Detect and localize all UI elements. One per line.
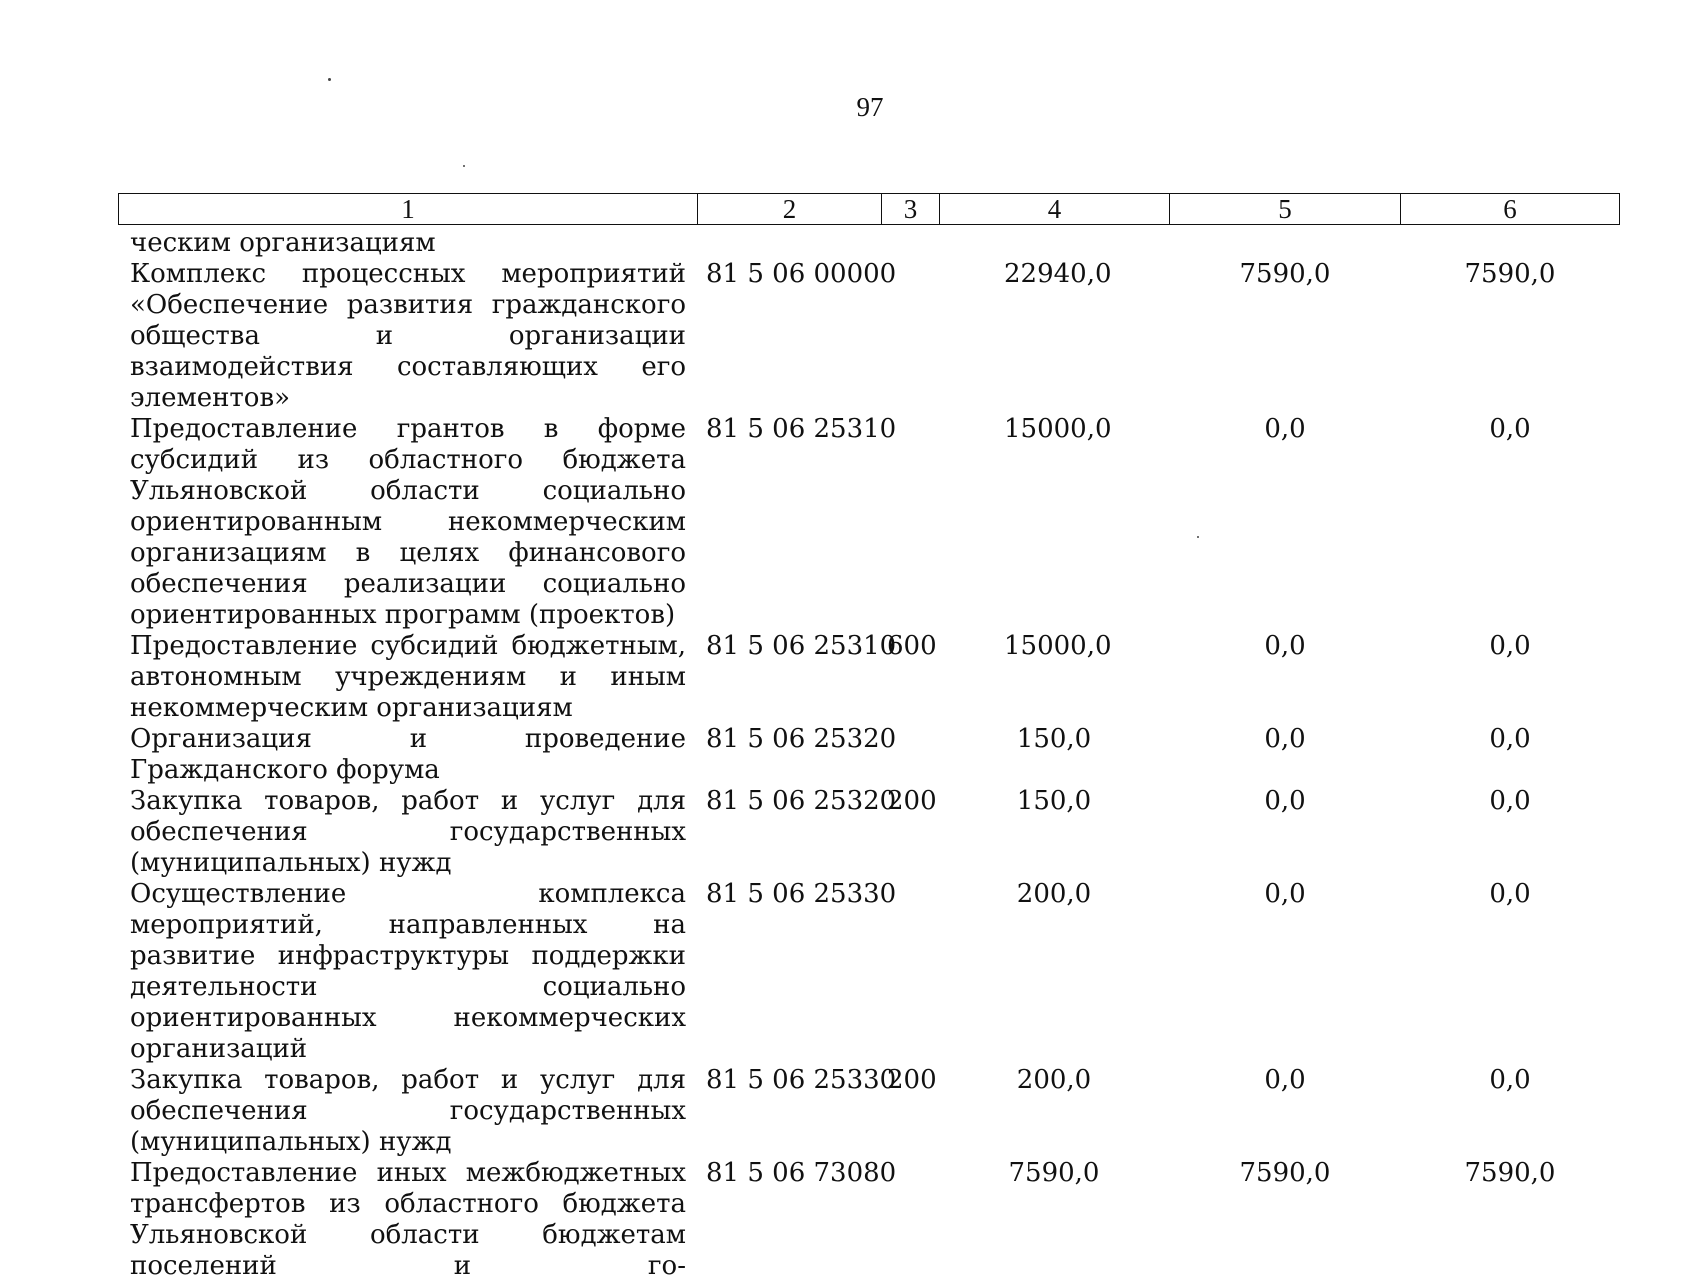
table-row bbox=[0, 1158, 1697, 1282]
row-value-col5: 7590,0 bbox=[1239, 1158, 1331, 1188]
row-value-col6: 0,0 bbox=[1489, 879, 1531, 909]
row-csr-code: 81 5 06 25330 bbox=[706, 879, 897, 909]
column-header-table bbox=[118, 193, 1620, 225]
header-col-1: 1 bbox=[119, 194, 698, 225]
header-col-6: 6 bbox=[1401, 194, 1620, 225]
row-name: Закупка товаров, работ и услуг для обеспечения государственных (муниципальных) нужд bbox=[130, 1065, 686, 1157]
row-value-col6: 0,0 bbox=[1489, 724, 1531, 754]
row-csr-code: 81 5 06 25310 bbox=[706, 631, 897, 661]
row-name: Осуществление комплекса мероприятий, направленных на развитие инфраструктуры поддержки деятельности социально ориентированных некоммерческих организаций bbox=[130, 879, 686, 1064]
table-row bbox=[0, 724, 1697, 786]
table-row bbox=[0, 414, 1697, 631]
row-value-col5: 0,0 bbox=[1264, 631, 1306, 661]
row-value-col5: 0,0 bbox=[1264, 1065, 1306, 1095]
row-value-col6: 7590,0 bbox=[1464, 259, 1556, 289]
row-value-col4: 200,0 bbox=[1016, 879, 1092, 909]
row-value-col4: 150,0 bbox=[1016, 786, 1092, 816]
row-csr-code: 81 5 06 25320 bbox=[706, 786, 897, 816]
row-value-col6: 0,0 bbox=[1489, 631, 1531, 661]
scan-speck bbox=[463, 165, 465, 167]
header-col-3: 3 bbox=[882, 194, 940, 225]
row-value-col6: 0,0 bbox=[1489, 1065, 1531, 1095]
row-name: Предоставление грантов в форме субсидий из областного бюджета Ульяновской области социально ориентированным некоммерческим организациям в целях финансового обеспечения реализации социально ориентированных программ (проектов) bbox=[130, 414, 686, 630]
row-csr-code: 81 5 06 73080 bbox=[706, 1158, 897, 1188]
row-value-col4: 15000,0 bbox=[1004, 414, 1112, 444]
row-vr-code: 200 bbox=[887, 1065, 937, 1095]
budget-table-body bbox=[0, 228, 1697, 1282]
row-name: Предоставление субсидий бюджетным, автономным учреждениям и иным некоммерческим организациям bbox=[130, 631, 686, 723]
row-value-col6: 0,0 bbox=[1489, 414, 1531, 444]
page-number: 97 bbox=[856, 92, 884, 122]
row-csr-code: 81 5 06 25330 bbox=[706, 1065, 897, 1095]
table-row bbox=[0, 259, 1697, 414]
row-name: Комплекс процессных мероприятий «Обеспечение развития гражданского общества и организации взаимодействия составляющих его элементов» bbox=[130, 259, 686, 413]
row-value-col4: 15000,0 bbox=[1004, 631, 1112, 661]
row-name: Предоставление иных межбюджетных трансфертов из областного бюджета Ульяновской области бюджетам поселений и го- bbox=[130, 1158, 686, 1281]
header-col-2: 2 bbox=[698, 194, 882, 225]
row-value-col5: 0,0 bbox=[1264, 414, 1306, 444]
row-value-col4: 150,0 bbox=[1016, 724, 1092, 754]
row-csr-code: 81 5 06 00000 bbox=[706, 259, 897, 289]
row-value-col4: 200,0 bbox=[1016, 1065, 1092, 1095]
row-name: Закупка товаров, работ и услуг для обеспечения государственных (муниципальных) нужд bbox=[130, 786, 686, 878]
row-csr-code: 81 5 06 25320 bbox=[706, 724, 897, 754]
header-col-5: 5 bbox=[1170, 194, 1401, 225]
header-col-4: 4 bbox=[940, 194, 1170, 225]
row-value-col5: 0,0 bbox=[1264, 724, 1306, 754]
row-name: ческим организациям bbox=[130, 228, 436, 258]
scan-speck bbox=[328, 78, 331, 81]
row-value-col5: 0,0 bbox=[1264, 786, 1306, 816]
row-value-col4: 22940,0 bbox=[1004, 259, 1112, 289]
header-row bbox=[119, 194, 1620, 225]
row-value-col5: 0,0 bbox=[1264, 879, 1306, 909]
row-csr-code: 81 5 06 25310 bbox=[706, 414, 897, 444]
table-row bbox=[0, 879, 1697, 1065]
row-name: Организация и проведение Гражданского форума bbox=[130, 724, 686, 785]
row-vr-code: 200 bbox=[887, 786, 937, 816]
row-value-col6: 7590,0 bbox=[1464, 1158, 1556, 1188]
table-row bbox=[0, 228, 1697, 259]
row-value-col4: 7590,0 bbox=[1008, 1158, 1100, 1188]
table-row bbox=[0, 631, 1697, 724]
row-value-col6: 0,0 bbox=[1489, 786, 1531, 816]
row-value-col5: 7590,0 bbox=[1239, 259, 1331, 289]
table-row bbox=[0, 1065, 1697, 1158]
row-vr-code: 600 bbox=[887, 631, 937, 661]
table-row bbox=[0, 786, 1697, 879]
